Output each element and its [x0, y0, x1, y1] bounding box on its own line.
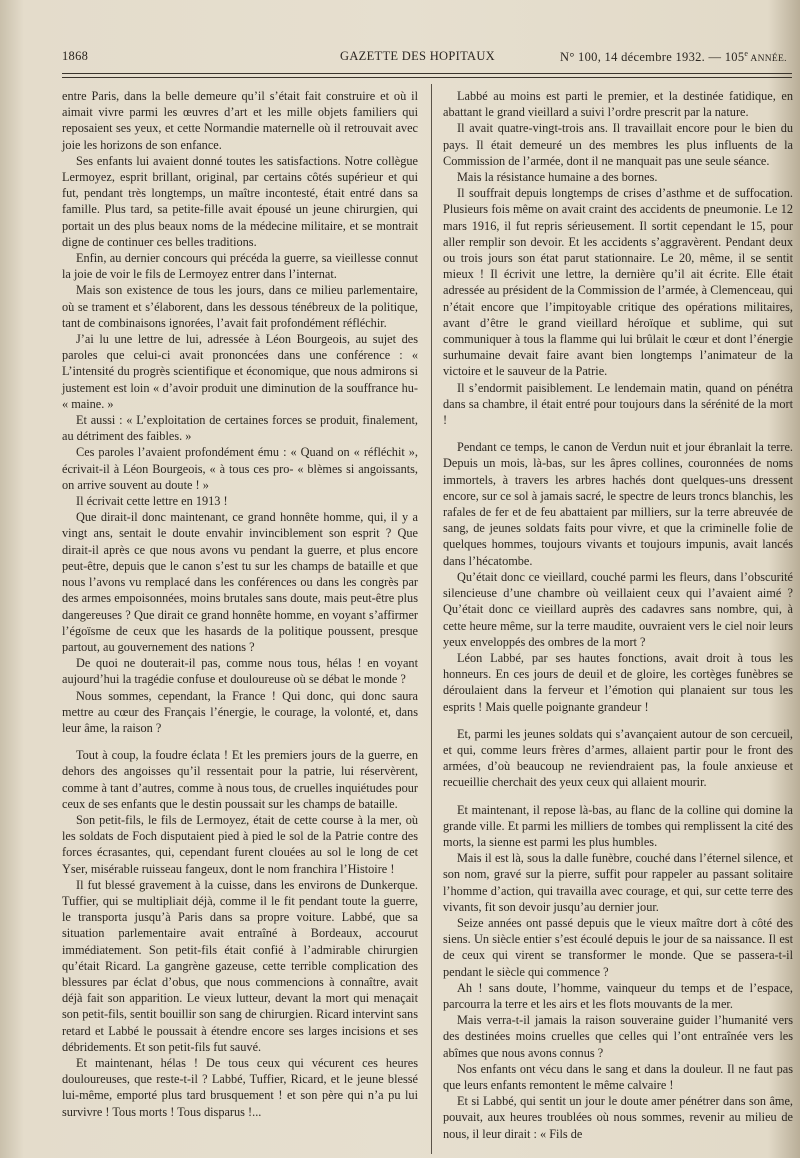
- paragraph: Labbé au moins est parti le premier, et la destinée fatidique, en abattant le grand vieillard a suivi l’ordre prescrit par la nature.: [443, 89, 793, 120]
- paragraph: entre Paris, dans la belle demeure qu’il s’était fait construire et où il aimait vivre parmi les œuvres d’art et les mille objets familiers qui reposaient ses yeux, et cette Normandie maternelle où il retrouvait avec joie les horizons de son enfance.: [62, 89, 418, 152]
- paragraph: Ces paroles l’avaient profondément ému : « Quand on « réfléchit », écrivait-il à Léon Bourgeois, « à tous ces pro- « blèmes si angoissants, on arrive souvent au doute ! »: [62, 445, 418, 492]
- column-divider: [431, 84, 432, 1154]
- paragraph: Il écrivait cette lettre en 1913 !: [76, 494, 228, 509]
- paragraph: Seize années ont passé depuis que le vieux maître dort à côté des siens. Un siècle entier s’est écoulé depuis le jour de sa naissance. Il est de ceux qui virent se transformer le monde. Que se passera-t-il pendant le siècle qui commence ?: [443, 915, 793, 979]
- header-rule-top: [62, 73, 792, 74]
- paragraph: Pendant ce temps, le canon de Verdun nuit et jour ébranlait la terre. Depuis un mois, là-bas, sur les âpres collines, couronnées de noms immortels, à travers les arbres hachés dont quelques-uns dressent encore, sur ce sol à jamais sacré, le spectre de leurs troncs blanchis, les rafales de fer et de feu abattaient par milliers, sur la terre abreuvée de sang, de jeunes soldats faits pour vivre, et que la criminelle folie de quelques hommes, toujours vivants et toujours impunis, avait lancés dans l’hécatombe.: [443, 440, 793, 568]
- paragraph: Que dirait-il donc maintenant, ce grand honnête homme, qui, il y a vingt ans, sentait le doute envahir invinciblement son esprit ? Que dirait-il après ce que nous avons vu pendant la guerre, et plus encore peut-être, depuis que le canon s’est tu sur les champs de bataille et que nous l’avons vu remplacé dans les conférences ou dans les congrès par des armes empoisonnées, moins brutales sans doute, mais peut-être plus dangereuses ? Que dirait ce grand honnête homme, en voyant s’affirmer l’égoïsme de ceux que les hasards de la politique poussent, presque partout, au gouvernement des nations ?: [62, 510, 418, 654]
- paragraph: Nous sommes, cependant, la France ! Qui donc, qui donc saura mettre au cœur des Français l’énergie, le courage, la volonté, et, dans leur âme, la raison ?: [62, 688, 418, 735]
- paragraph: Il souffrait depuis longtemps de crises d’asthme et de suffocation. Plusieurs fois même on avait craint des accidents de pneumonie. Le 12 mars 1916, il fut repris sérieusement. Il sortit cependant le 15, pour aller remplir son devoir. Et les accidents s’aggravèrent. Pendant deux ou trois jours son état parut stationnaire. Le 20, même, il se sentit mieux ! Il écrivit une lettre, la dernière qu’il ait écrite. Elle était adressée au président de la Commission de l’armée, à Clemenceau, qui n’était encore que l’impitoyable critique des opérations militaires, avant d’être le grand vieillard héroïque et sublime, qui sut communiquer à tous la flamme qui lui brûlait le cœur et dont l’énergie surhumaine devait faire avant bien longtemps l’animateur de la victoire et le sauveur de la Patrie.: [443, 186, 793, 379]
- issue-date: N° 100, 14 décembre 1932. — 105: [560, 50, 745, 65]
- paragraph: Son petit-fils, le fils de Lermoyez, était de cette course à la mer, où les soldats de Foch disputaient pied à pied le sol de la Patrie contre des forces écrasantes, qui, cependant furent clouées au sol le long de cet Yser, misérable ruisseau fangeux, dont le nom franchira l’Histoire !: [62, 812, 418, 876]
- paragraph: Tout à coup, la foudre éclata ! Et les premiers jours de la guerre, en dehors des angoisses qu’il ressentait pour la patrie, lui réservèrent, comme à tant d’autres, comme à nous tous, de cruelles inquiétudes pour ceux de ses enfants que le destin poussait sur les champs de bataille.: [62, 748, 418, 811]
- paragraph: Mais il est là, sous la dalle funèbre, couché dans l’éternel silence, et son nom, gravé sur la pierre, suffit pour rappeler au passant solitaire l’homme d’action, qui travailla avec courage, et qui, sur cette terre des vivants, fit son devoir jusqu’au dernier jour.: [443, 851, 793, 914]
- paragraph: Nos enfants ont vécu dans le sang et dans la douleur. Il ne faut pas que leurs enfants remontent le même calvaire !: [443, 1061, 793, 1092]
- paragraph: Mais son existence de tous les jours, dans ce milieu parlementaire, où se trament et s’élaborent, dans les dessous ténébreux de la politique, tant de combinaisons ignorées, l’avait fait profondément réfléchir.: [62, 283, 418, 330]
- publication-title: GAZETTE DES HOPITAUX: [340, 49, 495, 63]
- paragraph: Mais verra-t-il jamais la raison souveraine guider l’humanité vers des destinées moins cruelles que celles qui l’ont entraînée vers les abîmes que nous avons connus ?: [443, 1013, 793, 1060]
- paragraph: De quoi ne douterait-il pas, comme nous tous, hélas ! en voyant aujourd’hui la tragédie confuse et douloureuse où se débat le monde ?: [62, 656, 418, 687]
- paragraph: Et si Labbé, qui sentit un jour le doute amer pénétrer dans son âme, pouvait, aux heures troublées où nous sommes, revenir au milieu de nous, il leur dirait : « Fils de: [443, 1094, 793, 1141]
- paragraph: Qu’était donc ce vieillard, couché parmi les fleurs, dans l’obscurité silencieuse d’une chambre où veillaient ceux qui l’avaient aimé ? Qu’était donc ce vieillard auprès des cadavres sans nombre, qui, à cette heure même, sur la terre maudite, ouvraient vers le ciel noir leurs yeux enveloppés des ombres de la mort ?: [443, 569, 793, 649]
- paragraph: Il avait quatre-vingt-trois ans. Il travaillait encore pour le bien du pays. Il était demeuré un des membres les plus influents de la Commission de l’armée, dont il ne manquait pas une seule séance.: [443, 121, 793, 168]
- header-rule-bottom: [62, 77, 792, 78]
- paragraph: Et, parmi les jeunes soldats qui s’avançaient autour de son cercueil, et qui, comme leurs frères d’armes, allaient partir pour le front des armées, d’où beaucoup ne reviendraient pas, la foule anxieuse et recueillie cherchait des yeux ceux qui allaient mourir.: [443, 726, 793, 790]
- paragraph: J’ai lu une lettre de lui, adressée à Léon Bourgeois, au sujet des paroles que celui-ci avait prononcées dans une conférence : « L’intensité du progrès scientifique et économique, que nous admirons si justement est loin « d’avoir produit une diminution de la souffrance hu- « maine. »: [62, 332, 418, 411]
- right-column: [443, 88, 793, 1142]
- paragraph: Ses enfants lui avaient donné toutes les satisfactions. Notre collègue Lermoyez, esprit brillant, original, par certains côtés supérieur et qui fut, pendant très longtemps, un maître incontesté, était entré dans sa famille. Plus tard, sa petite-fille avait épousé un jeune chirurgien, qui portait un des plus beaux noms de la médecine militaire, et se montrait digne de continuer ces belles traditions.: [62, 153, 418, 249]
- issue-ordinal-suffix: e: [744, 49, 749, 58]
- issue-info: [560, 49, 787, 65]
- issue-annee: ANNÉE.: [748, 54, 787, 65]
- paragraph: Léon Labbé, par ses hautes fonctions, avait droit à tous les honneurs. En ces jours de deuil et de gloire, les cortèges funèbres se déroulaient dans la ferveur et l’émotion qui planaient sur tous les esprits ! Mais quelle poignante grandeur !: [443, 650, 793, 714]
- paragraph: Il fut blessé gravement à la cuisse, dans les environs de Dunkerque. Tuffier, qui se multipliait déjà, comme il le fit pendant toute la guerre, le transporta jusqu’à Paris dans sa propre voiture. Labbé, que sa situation parlementaire avait entraîné à Bordeaux, accourut immédiatement. Son petit-fils était confié à l’admirable chirurgien qu’était Ricard. La gangrène gazeuse, cette terrible complication des blessures par éclat d’obus, que nous commencions à connaître, avait déjà fait son apparition. Le vieux lutteur, devant la mort qui menaçait son petit-fils, sentit bouillir son sang de chirurgien. Ricard intervint sans retard et Labbé le poussait à étendre encore ses larges incisions et ses débridements. Et son petit-fils fut sauvé.: [62, 877, 418, 1054]
- left-column: [62, 88, 418, 1120]
- page-number: 1868: [62, 49, 89, 63]
- paragraph: Enfin, au dernier concours qui précéda la guerre, sa vieillesse connut la joie de voir le fils de Lermoyez entrer dans l’internat.: [62, 251, 418, 282]
- page-header: [62, 49, 790, 69]
- paragraph: Mais la résistance humaine a des bornes.: [457, 170, 658, 185]
- paragraph: Et aussi : « L’exploitation de certaines forces se produit, finalement, au détriment des faibles. »: [62, 413, 418, 444]
- paragraph: Il s’endormit paisiblement. Le lendemain matin, quand on pénétra dans sa chambre, il était entré pour toujours dans la sérénité de la mort !: [443, 380, 793, 428]
- paragraph: Ah ! sans doute, l’homme, vainqueur du temps et de l’espace, parcourra la terre et les airs et les flots mouvants de la mer.: [443, 980, 793, 1011]
- paragraph: Et maintenant, il repose là-bas, au flanc de la colline qui domine la grande ville. Et parmi les milliers de tombes qui remplissent la cité des morts, la sienne est parmi les plus humbles.: [443, 802, 793, 849]
- paragraph: Et maintenant, hélas ! De tous ceux qui vécurent ces heures douloureuses, que reste-t-il ? Labbé, Tuffier, Ricard, et le jeune blessé lui-même, emporté plus tard brusquement ! et son père qui n’a pu lui survivre ! Tous morts ! Tous disparus !...: [62, 1055, 418, 1119]
